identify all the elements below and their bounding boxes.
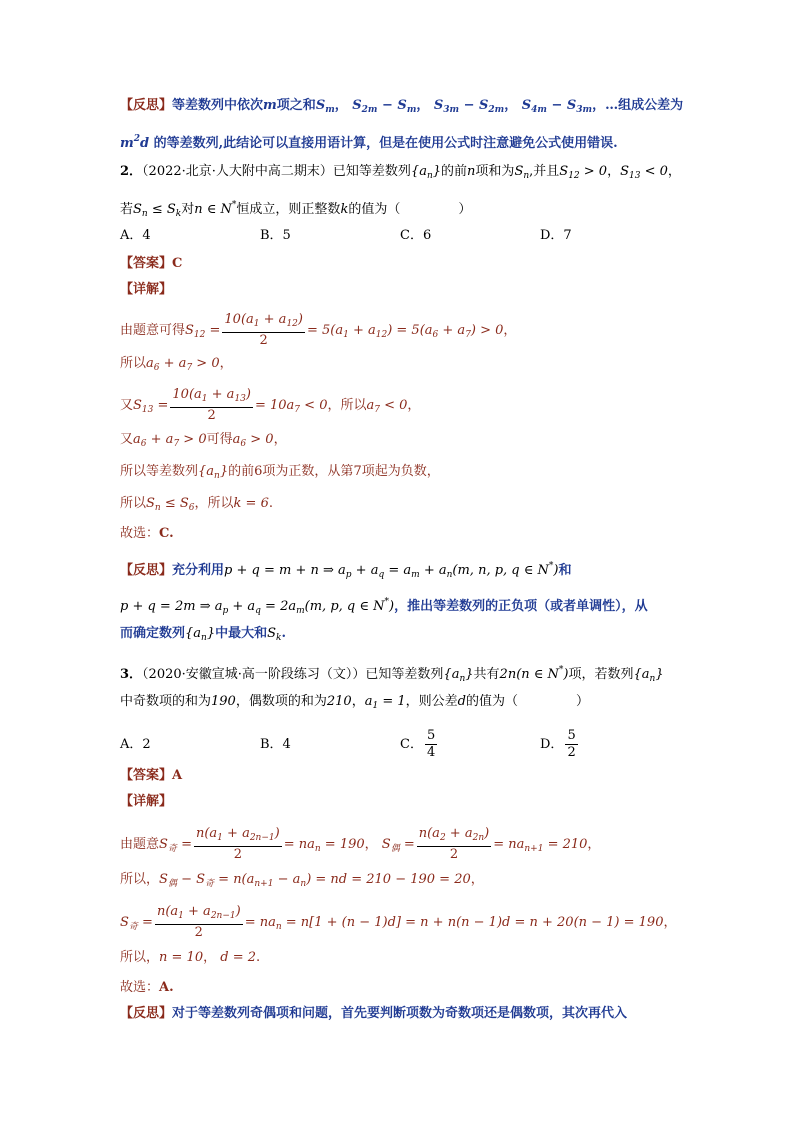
reflection-1-line-2: $m^2d$ 的等差数列,此结论可以直接用语计算，但是在使用公式时注意避免公式使用错误. — [120, 134, 618, 151]
option-d: D． $\frac{5}{2}$ — [540, 728, 576, 760]
detail-2-label: 【详解】 — [120, 282, 173, 297]
option-d: D．7 — [540, 228, 572, 243]
reflection-2-line-3: 而确定数列$\{a_n\}$中最大和$S_k$. — [120, 626, 287, 643]
answer-3: 【答案】A — [120, 768, 183, 783]
detail-2-line-5: 所以等差数列$\{a_n\}$的前6项为正数，从第7项起为负数， — [120, 464, 440, 481]
option-a: A．4 — [120, 228, 151, 243]
detail-3-line-2: 所以，$S_偶 - S_奇 = n(a_{n+1} - a_n)$ = nd = 210 − 190 = 20， — [120, 872, 484, 889]
reflection-3-line-1: 【反思】对于等差数列奇偶项和问题，首先要判断项数为奇数项还是偶数项，其次再代入 — [120, 1006, 628, 1021]
detail-3-choice: 故选：A. — [120, 980, 174, 995]
option-c: C．6 — [400, 228, 432, 243]
reflection-2-line-1: 【反思】充分利用p + q = m + n ⇒ $a_p + a_q = a_m + a_n(m$, n, p, q ∈ N*)和 — [120, 561, 572, 580]
detail-2-line-2: 所以$a_6 + a_7 > 0$， — [120, 356, 233, 373]
question-2-line-2: 若$S_n \le S_k$对n ∈ N*恒成立，则正整数k的值为（ ） — [120, 200, 472, 219]
detail-3-line-4: 所以，n = 10， d = 2. — [120, 950, 261, 965]
detail-2-line-6: 所以$S_n \le S_6$，所以k = 6. — [120, 496, 273, 513]
option-b: B．4 — [260, 737, 291, 752]
question-2-options — [120, 226, 680, 246]
reflection-2-line-2: p + q = 2m ⇒ $a_p + a_q = 2a_m(m$, p, q ∈ N*)，推出等差数列的正负项（或者单调性），从 — [120, 597, 648, 616]
question-3-line-2: 中奇数项的和为190，偶数项的和为210，$a_1 = 1$，则公差d的值为（ ） — [120, 694, 590, 711]
reflection-1-line-1: 【反思】等差数列中依次m项之和$S_m$， $S_{2m} - S_m$， $S_{3m} - S_{2m}$， $S_{4m} - S_{3m}$，…组成公差为 — [120, 98, 684, 115]
fansi-label: 【反思】 — [120, 98, 173, 113]
detail-3-line-1: 由题意$S_奇$ = $\frac{n(a_1 + a_{2n-1})}{2}$ = $na_n = 190$， $S_偶$ = $\frac{n(a_2 + a_{2n})}{2}$ = $na_{n+1} = 210$， — [120, 826, 601, 862]
detail-3-label: 【详解】 — [120, 794, 173, 809]
option-a: A．2 — [120, 737, 151, 752]
detail-2-line-4: 又$a_6 + a_7 > 0$可得$a_6 > 0$， — [120, 432, 287, 449]
question-3-options — [120, 728, 680, 761]
question-3-line-1: 3．（2020·安徽宣城·高一阶段练习（文））已知等差数列$\{a_n\}$共有2n(n ∈ N*)项，若数列$\{a_n\}$ — [120, 665, 664, 684]
answer-2: 【答案】C — [120, 256, 183, 271]
detail-2-choice: 故选：C. — [120, 526, 174, 541]
option-c: C． $\frac{5}{4}$ — [400, 728, 436, 760]
detail-2-line-1: 由题意可得$S_{12}$ = $\frac{10(a_1 + a_{12})}{2}$ = $5(a_1 + a_{12}) = 5(a_6 + a_7) > 0$， — [120, 312, 517, 348]
detail-2-line-3: 又$S_{13}$ = $\frac{10(a_1 + a_{13})}{2}$ = $10a_7 < 0$，所以$a_7 < 0$， — [120, 387, 421, 423]
detail-3-line-3: $S_奇$ = $\frac{n(a_1 + a_{2n-1})}{2}$ = $na_n = n[1 + (n - 1)d] = n + n(n - 1)d = n + 20(n - 1) = 190$， — [120, 904, 677, 940]
question-2-line-1: 2．（2022·北京·人大附中高二期末）已知等差数列$\{a_n\}$的前n项和为$S_n$,并且$S_{12} > 0$，$S_{13} < 0$， — [120, 164, 681, 181]
option-b: B．5 — [260, 228, 291, 243]
